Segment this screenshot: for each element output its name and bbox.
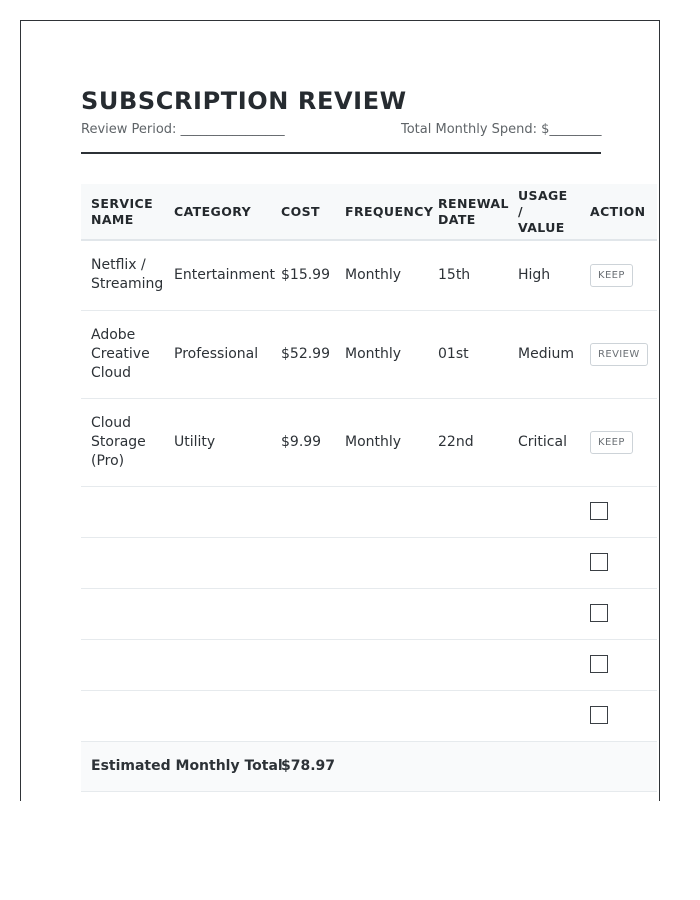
empty-cell[interactable] <box>335 486 428 537</box>
cell-action <box>580 240 657 310</box>
action-checkbox[interactable] <box>590 604 608 622</box>
action-checkbox[interactable] <box>590 553 608 571</box>
subscription-table <box>81 184 657 792</box>
action-checkbox[interactable] <box>590 706 608 724</box>
table-body <box>81 240 657 741</box>
table-row <box>81 240 657 310</box>
cell-action <box>580 537 657 588</box>
empty-cell[interactable] <box>428 486 508 537</box>
total-row <box>81 741 657 791</box>
cell-frequency: Monthly <box>335 398 428 486</box>
cell-category: Utility <box>164 398 271 486</box>
empty-cell[interactable] <box>81 690 164 741</box>
empty-table-row <box>81 588 657 639</box>
cell-action <box>580 690 657 741</box>
empty-cell[interactable] <box>335 588 428 639</box>
empty-cell[interactable] <box>81 486 164 537</box>
cell-category: Professional <box>164 310 271 398</box>
cell-usage-value: Critical <box>508 398 580 486</box>
cell-cost: $15.99 <box>271 240 335 310</box>
cell-renewal-date: 22nd <box>428 398 508 486</box>
cell-frequency: Monthly <box>335 310 428 398</box>
header-category: CATEGORY <box>164 184 271 240</box>
cell-cost: $52.99 <box>271 310 335 398</box>
empty-cell[interactable] <box>164 588 271 639</box>
empty-cell[interactable] <box>164 690 271 741</box>
cell-cost: $9.99 <box>271 398 335 486</box>
header-cost: COST <box>271 184 335 240</box>
empty-cell[interactable] <box>335 690 428 741</box>
cell-action <box>580 639 657 690</box>
empty-cell[interactable] <box>81 588 164 639</box>
cell-usage-value: Medium <box>508 310 580 398</box>
cell-action <box>580 310 657 398</box>
cell-frequency: Monthly <box>335 240 428 310</box>
empty-cell[interactable] <box>271 639 335 690</box>
cell-action <box>580 398 657 486</box>
empty-cell[interactable] <box>428 537 508 588</box>
cell-category: Entertainment <box>164 240 271 310</box>
empty-table-row <box>81 639 657 690</box>
header-action: ACTION <box>580 184 657 240</box>
empty-cell[interactable] <box>271 588 335 639</box>
empty-cell[interactable] <box>335 537 428 588</box>
empty-table-row <box>81 537 657 588</box>
review-button[interactable]: REVIEW <box>590 343 648 366</box>
cell-usage-value: High <box>508 240 580 310</box>
action-checkbox[interactable] <box>590 502 608 520</box>
table-row <box>81 398 657 486</box>
empty-cell[interactable] <box>271 690 335 741</box>
empty-table-row <box>81 690 657 741</box>
header-renewal-date: RENEWAL DATE <box>428 184 508 240</box>
document-title: SUBSCRIPTION REVIEW <box>81 87 407 115</box>
empty-cell[interactable] <box>508 537 580 588</box>
table-header-row <box>81 184 657 240</box>
empty-cell[interactable] <box>335 639 428 690</box>
empty-table-row <box>81 486 657 537</box>
empty-cell[interactable] <box>508 588 580 639</box>
action-checkbox[interactable] <box>590 655 608 673</box>
empty-cell[interactable] <box>164 639 271 690</box>
empty-cell[interactable] <box>164 537 271 588</box>
header-usage-value: USAGE / VALUE <box>508 184 580 240</box>
total-label: Estimated Monthly Total <box>81 741 271 791</box>
review-period-field: Review Period: ________________ <box>81 122 285 137</box>
cell-renewal-date: 15th <box>428 240 508 310</box>
header-frequency: FREQUENCY <box>335 184 428 240</box>
cell-service-name: Netflix / Streaming <box>81 240 164 310</box>
cell-service-name: Adobe Creative Cloud <box>81 310 164 398</box>
document-page <box>20 20 660 801</box>
empty-cell[interactable] <box>81 639 164 690</box>
empty-cell[interactable] <box>271 486 335 537</box>
table-row <box>81 310 657 398</box>
table-header <box>81 184 657 240</box>
subscription-table-container <box>81 184 660 792</box>
title-divider <box>81 152 601 154</box>
empty-cell[interactable] <box>428 639 508 690</box>
keep-button[interactable]: KEEP <box>590 431 633 454</box>
empty-cell[interactable] <box>508 486 580 537</box>
empty-cell[interactable] <box>428 588 508 639</box>
empty-cell[interactable] <box>271 537 335 588</box>
empty-cell[interactable] <box>508 639 580 690</box>
cell-renewal-date: 01st <box>428 310 508 398</box>
cell-action <box>580 486 657 537</box>
cell-service-name: Cloud Storage (Pro) <box>81 398 164 486</box>
total-value: $78.97 <box>271 741 657 791</box>
empty-cell[interactable] <box>428 690 508 741</box>
header-service-name: SERVICE NAME <box>81 184 164 240</box>
table-footer <box>81 741 657 791</box>
empty-cell[interactable] <box>508 690 580 741</box>
keep-button[interactable]: KEEP <box>590 264 633 287</box>
cell-action <box>580 588 657 639</box>
empty-cell[interactable] <box>81 537 164 588</box>
empty-cell[interactable] <box>164 486 271 537</box>
total-monthly-spend-field: Total Monthly Spend: $________ <box>401 122 602 137</box>
